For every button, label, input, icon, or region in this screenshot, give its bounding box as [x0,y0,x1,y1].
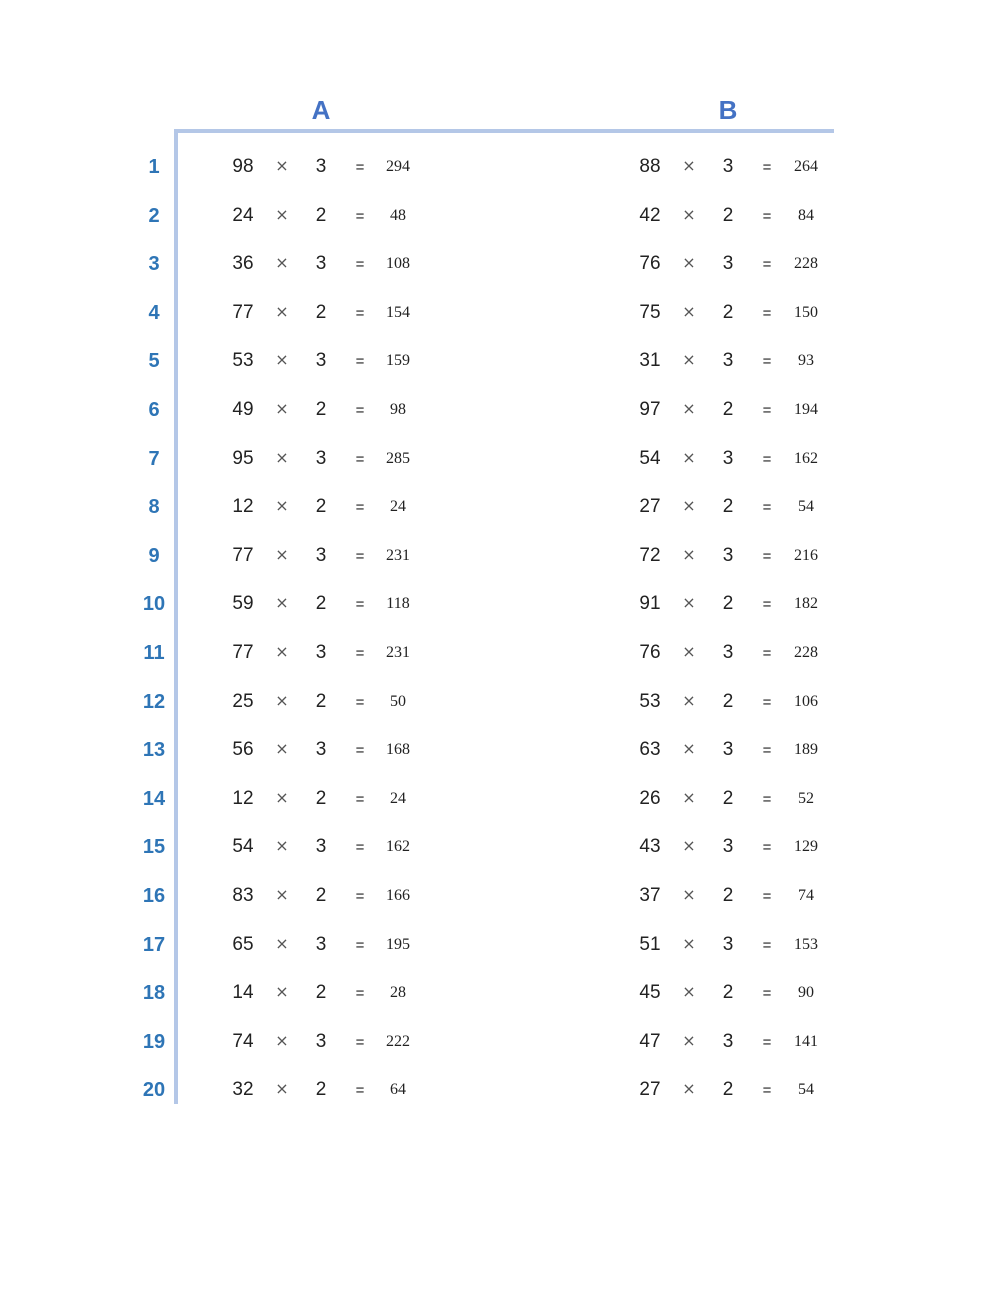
column-b-times-sign: × [682,933,696,953]
column-b-equals-sign: = [762,596,772,614]
problem-row [0,1066,1000,1115]
column-b-answer: 141 [794,1032,818,1050]
column-b-multiplicand: 76 [639,641,661,663]
row-number: 16 [142,884,166,907]
column-a-multiplier: 3 [315,739,327,761]
column-a-answer: 195 [386,935,410,953]
column-a-answer: 118 [386,595,410,613]
column-a-answer: 98 [390,400,406,418]
column-a-times-sign: × [275,350,289,370]
column-b-multiplier: 2 [722,690,734,712]
column-a-multiplier: 2 [315,787,327,809]
column-b-multiplier: 2 [722,593,734,615]
column-b-times-sign: × [682,301,696,321]
column-a-equals-sign: = [355,839,365,857]
column-b-multiplier: 3 [722,544,734,566]
column-a-equals-sign: = [355,401,365,419]
column-a-times-sign: × [275,301,289,321]
row-number: 12 [142,690,166,713]
column-b-multiplicand: 53 [639,690,661,712]
column-a-multiplier: 3 [315,544,327,566]
column-a-times-sign: × [275,836,289,856]
column-a-answer: 231 [386,546,410,564]
row-number: 19 [142,1030,166,1053]
column-b-multiplier: 2 [722,398,734,420]
column-a-answer: 168 [386,741,410,759]
column-a-multiplicand: 12 [232,787,254,809]
column-b-equals-sign: = [762,693,772,711]
column-a-equals-sign: = [355,450,365,468]
column-b-multiplicand: 54 [639,447,661,469]
row-number: 20 [142,1079,166,1102]
column-a-multiplier: 3 [315,156,327,177]
column-a-equals-sign: = [355,985,365,1003]
column-b-multiplier: 3 [722,447,734,469]
column-b-times-sign: × [682,156,696,175]
column-b-times-sign: × [682,447,696,467]
column-b-answer: 54 [798,498,814,516]
column-b-answer: 182 [794,595,818,613]
column-b-multiplier: 3 [722,739,734,761]
column-b-multiplicand: 72 [639,544,661,566]
row-number: 15 [142,836,166,859]
column-a-multiplicand: 24 [232,204,254,226]
column-b-answer: 52 [798,789,814,807]
column-a-multiplier: 3 [315,836,327,858]
column-b-answer: 264 [794,158,818,175]
column-b-multiplier: 2 [722,982,734,1004]
column-b-times-sign: × [682,398,696,418]
column-a-multiplier: 2 [315,301,327,323]
column-b-multiplier: 3 [722,933,734,955]
column-a-multiplicand: 56 [232,739,254,761]
column-b-multiplicand: 75 [639,301,661,323]
column-b-equals-sign: = [762,936,772,954]
column-a-multiplicand: 32 [232,1079,254,1101]
column-a-times-sign: × [275,156,289,175]
column-a-times-sign: × [275,1030,289,1050]
column-a-times-sign: × [275,447,289,467]
column-a-times-sign: × [275,593,289,613]
column-a-multiplicand: 77 [232,301,254,323]
row-number: 8 [148,496,160,519]
column-a-equals-sign: = [355,742,365,760]
column-a-equals-sign: = [355,693,365,711]
column-b-multiplicand: 43 [639,836,661,858]
column-b-multiplier: 2 [722,301,734,323]
column-b-multiplicand: 47 [639,1030,661,1052]
column-a-multiplicand: 36 [232,253,254,275]
column-b-times-sign: × [682,982,696,1002]
column-a-equals-sign: = [355,256,365,274]
column-b-answer: 54 [798,1081,814,1099]
column-a-multiplicand: 25 [232,690,254,712]
column-a-multiplicand: 95 [232,447,254,469]
column-a-answer: 285 [386,449,410,467]
column-a-equals-sign: = [355,547,365,565]
column-b-times-sign: × [682,350,696,370]
column-a-multiplicand: 77 [232,641,254,663]
column-a-times-sign: × [275,544,289,564]
column-b-times-sign: × [682,641,696,661]
problem-row [0,337,1000,386]
row-number: 3 [148,253,160,276]
column-a-times-sign: × [275,933,289,953]
problem-row [0,143,1000,192]
column-a-header: A [311,95,331,125]
column-a-answer: 159 [386,352,410,370]
column-a-answer: 231 [386,643,410,661]
column-b-answer: 74 [798,886,814,904]
column-b-multiplicand: 37 [639,884,661,906]
row-number: 13 [142,739,166,762]
column-b-multiplicand: 76 [639,253,661,275]
column-b-equals-sign: = [762,887,772,905]
column-a-multiplier: 3 [315,1030,327,1052]
column-a-equals-sign: = [355,499,365,517]
column-a-times-sign: × [275,398,289,418]
column-b-equals-sign: = [762,790,772,808]
column-a-answer: 48 [390,206,406,224]
column-a-answer: 108 [386,255,410,273]
column-b-times-sign: × [682,884,696,904]
column-a-equals-sign: = [355,353,365,371]
column-a-multiplier: 3 [315,350,327,372]
row-number: 14 [142,787,166,810]
column-b-multiplier: 2 [722,1079,734,1101]
column-a-equals-sign: = [355,1082,365,1100]
column-b-times-sign: × [682,593,696,613]
column-b-answer: 84 [798,206,814,224]
column-b-equals-sign: = [762,353,772,371]
column-b-equals-sign: = [762,644,772,662]
column-b-answer: 228 [794,643,818,661]
column-b-times-sign: × [682,690,696,710]
column-a-multiplicand: 14 [232,982,254,1004]
column-b-equals-sign: = [762,304,772,322]
column-b-answer: 162 [794,449,818,467]
column-a-multiplicand: 49 [232,398,254,420]
column-a-multiplier: 2 [315,496,327,518]
column-a-answer: 24 [390,498,406,516]
column-b-multiplicand: 63 [639,739,661,761]
problem-row [0,532,1000,581]
column-a-times-sign: × [275,787,289,807]
header-divider [174,129,834,133]
column-b-answer: 216 [794,546,818,564]
column-b-equals-sign: = [762,1082,772,1100]
column-b-times-sign: × [682,253,696,273]
column-a-multiplicand: 83 [232,884,254,906]
column-a-times-sign: × [275,1079,289,1099]
column-a-multiplicand: 98 [232,156,254,177]
problem-row [0,1018,1000,1067]
problem-row [0,483,1000,532]
column-a-multiplicand: 54 [232,836,254,858]
column-b-times-sign: × [682,496,696,516]
column-b-answer: 129 [794,838,818,856]
column-b-multiplier: 3 [722,350,734,372]
column-b-multiplicand: 45 [639,982,661,1004]
column-a-answer: 222 [386,1032,410,1050]
problem-row [0,678,1000,727]
problem-row [0,289,1000,338]
column-a-multiplier: 2 [315,204,327,226]
row-number: 6 [148,398,160,421]
column-b-equals-sign: = [762,450,772,468]
column-a-answer: 154 [386,303,410,321]
column-b-times-sign: × [682,739,696,759]
column-a-multiplier: 2 [315,593,327,615]
column-a-answer: 28 [390,984,406,1002]
column-b-times-sign: × [682,787,696,807]
column-b-multiplicand: 91 [639,593,661,615]
column-a-answer: 166 [386,886,410,904]
column-a-multiplicand: 77 [232,544,254,566]
column-b-equals-sign: = [762,839,772,857]
column-b-multiplier: 3 [722,156,734,177]
column-a-equals-sign: = [355,207,365,225]
column-b-multiplicand: 27 [639,496,661,518]
column-a-equals-sign: = [355,596,365,614]
problem-row [0,435,1000,484]
column-a-multiplicand: 74 [232,1030,254,1052]
column-b-equals-sign: = [762,742,772,760]
column-b-answer: 106 [794,692,818,710]
row-number: 17 [142,933,166,956]
column-a-equals-sign: = [355,304,365,322]
problem-row [0,775,1000,824]
column-b-times-sign: × [682,204,696,224]
problem-row [0,192,1000,241]
column-a-answer: 162 [386,838,410,856]
column-b-multiplicand: 42 [639,204,661,226]
row-number: 5 [148,350,160,373]
row-number: 1 [148,156,160,178]
column-a-multiplier: 2 [315,982,327,1004]
column-b-answer: 93 [798,352,814,370]
column-b-answer: 228 [794,255,818,273]
problem-row [0,969,1000,1018]
column-b-answer: 189 [794,741,818,759]
column-b-times-sign: × [682,836,696,856]
problem-row [0,580,1000,629]
column-b-equals-sign: = [762,401,772,419]
problem-row [0,629,1000,678]
column-b-multiplier: 2 [722,204,734,226]
column-b-times-sign: × [682,1030,696,1050]
column-b-multiplier: 3 [722,836,734,858]
column-b-equals-sign: = [762,547,772,565]
row-number: 10 [142,593,166,616]
column-a-multiplicand: 65 [232,933,254,955]
column-a-multiplier: 2 [315,1079,327,1101]
column-b-answer: 153 [794,935,818,953]
column-b-multiplicand: 27 [639,1079,661,1101]
row-number: 4 [148,301,160,324]
column-a-multiplier: 3 [315,641,327,663]
column-a-times-sign: × [275,690,289,710]
column-a-times-sign: × [275,204,289,224]
column-b-answer: 90 [798,984,814,1002]
column-a-times-sign: × [275,884,289,904]
column-a-multiplicand: 53 [232,350,254,372]
column-b-equals-sign: = [762,985,772,1003]
problem-row [0,726,1000,775]
column-a-multiplier: 3 [315,447,327,469]
column-a-equals-sign: = [355,1033,365,1051]
column-a-multiplicand: 12 [232,496,254,518]
column-a-answer: 294 [386,158,410,175]
column-b-multiplier: 2 [722,787,734,809]
column-a-multiplier: 3 [315,933,327,955]
column-a-multiplicand: 59 [232,593,254,615]
row-number: 9 [148,544,160,567]
problem-list [0,143,1000,1115]
column-b-multiplier: 3 [722,641,734,663]
problem-row [0,386,1000,435]
column-b-multiplier: 3 [722,1030,734,1052]
column-b-times-sign: × [682,544,696,564]
column-a-answer: 24 [390,789,406,807]
column-b-multiplicand: 31 [639,350,661,372]
column-a-equals-sign: = [355,159,365,176]
column-a-multiplier: 3 [315,253,327,275]
problem-row [0,823,1000,872]
row-number: 18 [142,982,166,1005]
column-b-multiplicand: 51 [639,933,661,955]
problem-row [0,240,1000,289]
column-b-equals-sign: = [762,159,772,176]
column-a-times-sign: × [275,739,289,759]
column-a-times-sign: × [275,253,289,273]
column-b-multiplicand: 26 [639,787,661,809]
row-number: 11 [143,641,165,664]
column-b-multiplicand: 88 [639,156,661,177]
column-a-equals-sign: = [355,644,365,662]
column-b-multiplier: 3 [722,253,734,275]
column-a-multiplier: 2 [315,884,327,906]
problem-row [0,921,1000,970]
row-number: 2 [148,204,160,227]
column-b-multiplicand: 97 [639,398,661,420]
problem-row [0,872,1000,921]
column-b-equals-sign: = [762,499,772,517]
column-a-answer: 50 [390,692,406,710]
column-b-multiplier: 2 [722,884,734,906]
column-a-times-sign: × [275,496,289,516]
column-b-equals-sign: = [762,256,772,274]
column-b-multiplier: 2 [722,496,734,518]
column-a-equals-sign: = [355,887,365,905]
column-b-equals-sign: = [762,1033,772,1051]
column-b-answer: 150 [794,303,818,321]
column-a-answer: 64 [390,1081,406,1099]
column-a-times-sign: × [275,982,289,1002]
column-b-header: B [718,95,738,125]
column-b-times-sign: × [682,1079,696,1099]
column-a-multiplier: 2 [315,690,327,712]
column-b-equals-sign: = [762,207,772,225]
column-a-multiplier: 2 [315,398,327,420]
row-number: 7 [148,447,160,470]
column-b-answer: 194 [794,400,818,418]
column-a-equals-sign: = [355,790,365,808]
column-a-times-sign: × [275,641,289,661]
column-a-equals-sign: = [355,936,365,954]
